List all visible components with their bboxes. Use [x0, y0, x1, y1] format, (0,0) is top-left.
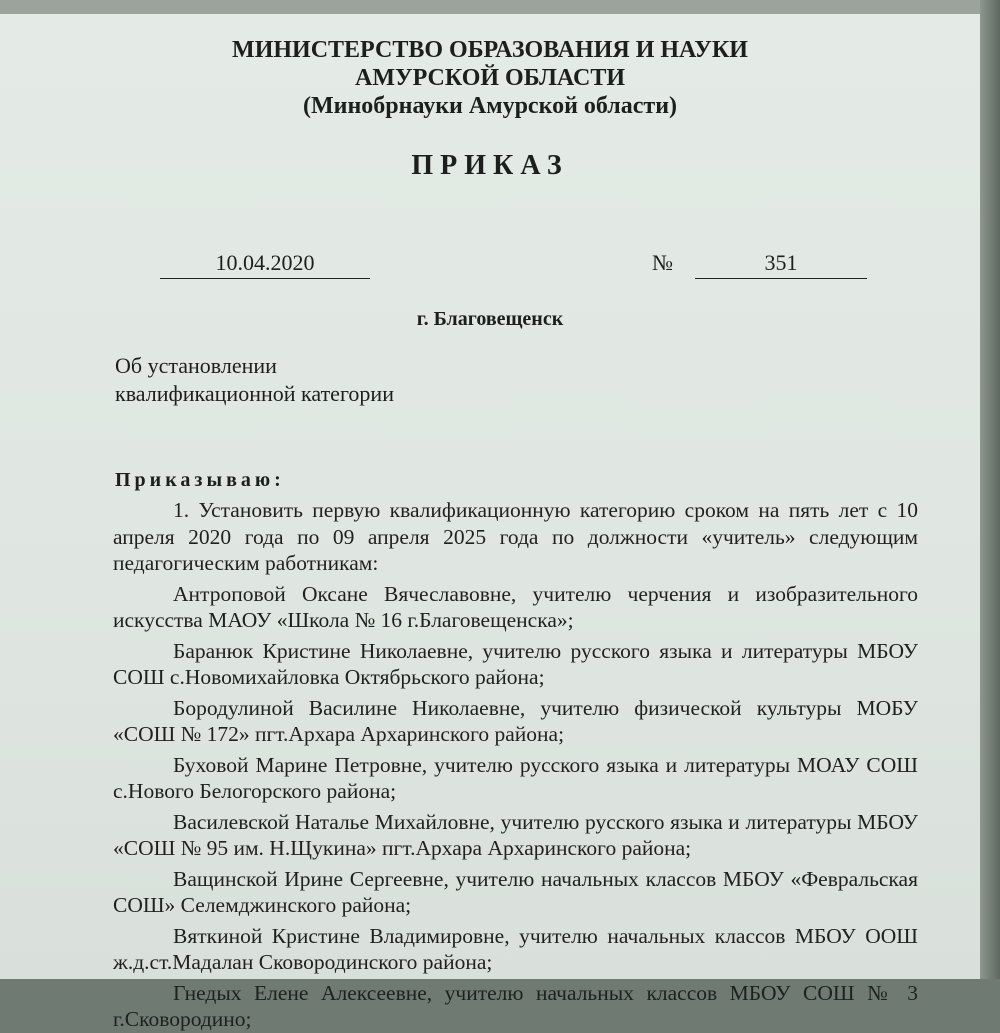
teacher-item: Антроповой Оксане Вячеславовне, учителю черчения и изобразительного искусства МАОУ «Школа № 16 г.Благовещенска»;	[113, 581, 918, 632]
ministry-line-2: АМУРСКОЙ ОБЛАСТИ	[355, 65, 625, 91]
teacher-item: Ващинской Ирине Сергеевне, учителю начальных классов МБОУ «Февральская СОШ» Селемджинского района;	[113, 866, 918, 917]
point-1: 1. Установить первую квалификационную категорию сроком на пять лет с 10 апреля 2020 года по 09 апреля 2025 года по должности «учитель» следующим педагогическим работникам:	[113, 498, 918, 575]
order-number: 351	[695, 250, 867, 279]
photo-top-edge	[0, 0, 1000, 14]
order-date: 10.04.2020	[160, 250, 370, 279]
teacher-item: Баранюк Кристине Николаевне, учителю русского языка и литературы МБОУ СОШ с.Новомихайловка Октябрьского района;	[113, 638, 918, 689]
teacher-item: Бородулиной Василине Николаевне, учителю физической культуры МОБУ «СОШ № 172» пгт.Архара Архаринского района;	[113, 695, 918, 746]
teacher-item: Буховой Марине Петровне, учителю русского языка и литературы МОАУ СОШ с.Нового Белогорского района;	[113, 752, 918, 803]
number-sign: №	[652, 250, 673, 275]
ministry-line-1: МИНИСТЕРСТВО ОБРАЗОВАНИЯ И НАУКИ	[232, 37, 748, 63]
city: г. Благовещенск	[416, 308, 564, 330]
teacher-item: Вяткиной Кристине Владимировне, учителю начальных классов МБОУ ООШ ж.д.ст.Мадалан Сковородинского района;	[113, 923, 918, 974]
order-subject	[115, 352, 394, 408]
subject-line-1: Об установлении	[115, 353, 277, 378]
photo-right-edge	[980, 0, 1000, 979]
teacher-item: Василевской Наталье Михайловне, учителю русского языка и литературы МБОУ «СОШ № 95 им. Н.Щукина» пгт.Архара Архаринского района;	[113, 809, 918, 860]
subject-line-2: квалификационной категории	[115, 381, 394, 406]
ministry-header	[0, 36, 980, 120]
order-body	[113, 497, 918, 1033]
order-word: Приказываю:	[115, 469, 285, 491]
document-page	[0, 14, 980, 1031]
document-title: ПРИКАЗ	[411, 150, 569, 181]
teacher-item: Гнедых Елене Алексеевне, учителю начальных классов МБОУ СОШ № 3 г.Сковородино;	[113, 980, 918, 1031]
ministry-line-3: (Минобрнауки Амурской области)	[302, 93, 678, 119]
